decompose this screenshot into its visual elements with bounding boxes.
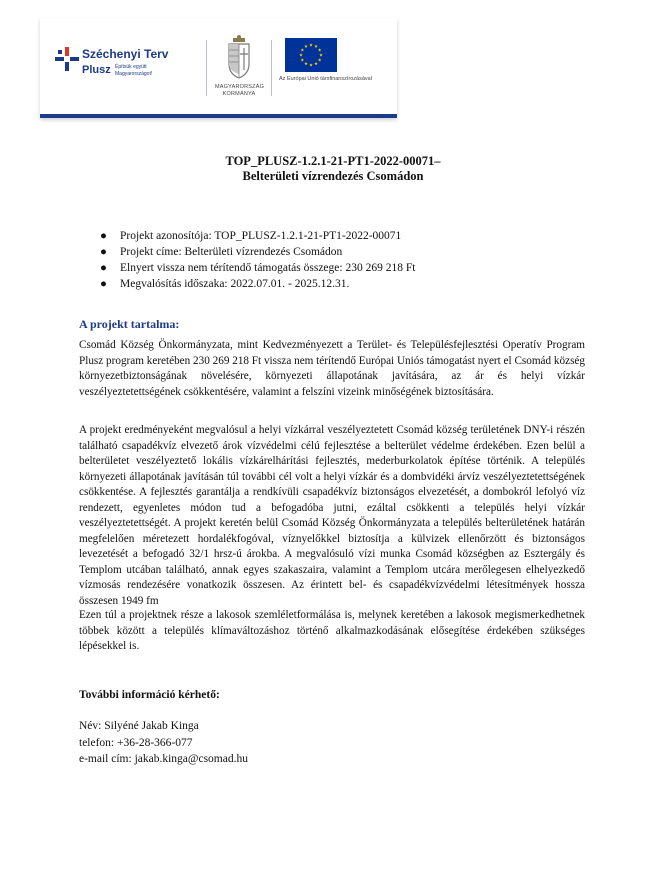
banner-stripe: [40, 114, 397, 118]
title-line-2: Belterületi vízrendezés Csomádon: [242, 169, 424, 183]
list-item: [100, 228, 415, 244]
paragraph-results: A projekt eredményeként megvalósul a helyi vízkárral veszélyeztetett Csomád község területének DNY-i részén található csapadékvíz elvezető árok vízvédelmi célú fejlesztése a belterület védelme érdekében. Ezen belül a belterületet veszélyeztető lokális vízkárelhárítási fejlesztés, mederburkolatok építése történik. A település környezeti állapotának javításán túl további cél volt a helyi vízkár és a dombvidéki árvíz veszélyeztetettségének csökkentése. A fejlesztés garantálja a rendkívüli csapadékvíz biztonságos elvezetését, a dombokról lefolyó víz rendezett, egyenletes módon tud a befogadóba jutni, ezáltal csökkenti a település helyi vízkár veszélyeztetettségét. A projekt keretén belül Csomád Község Önkormányzata a település belterületének határán megfelelően méretezett hordalékfogóval, víznyelőkkel biztosítja a külvizek ellenőrzött és biztonságos levezetését a befogadó 32/1 hrsz-ú árokba. A megvalósuló vízi munka Csomád községben az Esztergály és Templom utcában található, annak egyes szakaszaira, valamint a Templom utcára merőlegesen elhelyezkedő vízmosás rendezésére vonatkozik összesen. Az érintett bel- és csapadékvízvédelmi létesítmények hossza összesen 1949 fm: [79, 424, 585, 607]
eu-cofinancing-label: Az Európai Unió társfinanszírozásával: [279, 76, 372, 82]
section-heading: A projekt tartalma:: [79, 317, 180, 331]
bullet-icon: ●: [100, 262, 107, 274]
fact-implementation-period: Megvalósítás időszaka: 2022.07.01. - 2025.12.31.: [120, 278, 350, 290]
logo-banner: [40, 18, 397, 118]
divider: [271, 40, 272, 96]
szechenyi-tagline: Építsük együtt Magyarországot!: [115, 64, 153, 77]
document-title: [0, 154, 666, 184]
contact-phone: telefon: +36-28-366-077: [79, 737, 193, 749]
szechenyi-terv-plusz-logo: [54, 38, 204, 98]
szechenyi-cross-icon: [54, 46, 80, 72]
eu-logo: [279, 36, 385, 106]
government-label: MAGYARORSZÁG KORMÁNYA: [215, 84, 265, 97]
bullet-icon: ●: [100, 278, 107, 290]
szechenyi-title: Széchenyi Terv: [82, 47, 169, 61]
paragraph-intro: Csomád Község Önkormányzata, mint Kedvezményezett a Terület- és Településfejlesztési Operatív Program Plusz program keretében 230 269 218 Ft vissza nem térítendő Európai Uniós támogatást nyert el Csomád község környezetbiztonságának növelésére, környezeti állapotának javítására, az ár és helyi vízkár veszélyeztetettségének csökkentésére, valamint a felszíni vizeink minőségének biztosítására.: [79, 339, 585, 398]
contact-email: e-mail cím: jakab.kinga@csomad.hu: [79, 753, 248, 765]
contact-heading: További információ kérhető:: [79, 689, 220, 701]
fact-project-title: Projekt címe: Belterületi vízrendezés Csomádon: [120, 246, 343, 258]
bullet-icon: ●: [100, 230, 107, 242]
divider: [206, 40, 207, 96]
coat-of-arms-icon: [215, 34, 263, 82]
paragraph-awareness: Ezen túl a projektnek része a lakosok szemléletformálása is, melynek keretében a lakosok megismerkedhetnek többek között a település klímaváltozáshoz történő alkalmazkodásának elősegítése érdekében szükséges lépésekkel is.: [79, 609, 585, 652]
title-line-1: TOP_PLUSZ-1.2.1-21-PT1-2022-00071–: [225, 154, 441, 168]
szechenyi-plusz: Plusz: [82, 64, 111, 76]
list-item: [100, 244, 415, 260]
bullet-icon: ●: [100, 246, 107, 258]
project-facts-list: [100, 228, 415, 292]
fact-grant-amount: Elnyert vissza nem térítendő támogatás összege: 230 269 218 Ft: [120, 262, 416, 274]
fact-project-id: Projekt azonosítója: TOP_PLUSZ-1.2.1-21-PT1-2022-00071: [120, 230, 402, 242]
contact-name: Név: Silyéné Jakab Kinga: [79, 720, 199, 732]
hungarian-government-logo: [215, 34, 263, 104]
eu-flag-icon: [285, 38, 337, 72]
list-item: [100, 276, 415, 292]
list-item: [100, 260, 415, 276]
